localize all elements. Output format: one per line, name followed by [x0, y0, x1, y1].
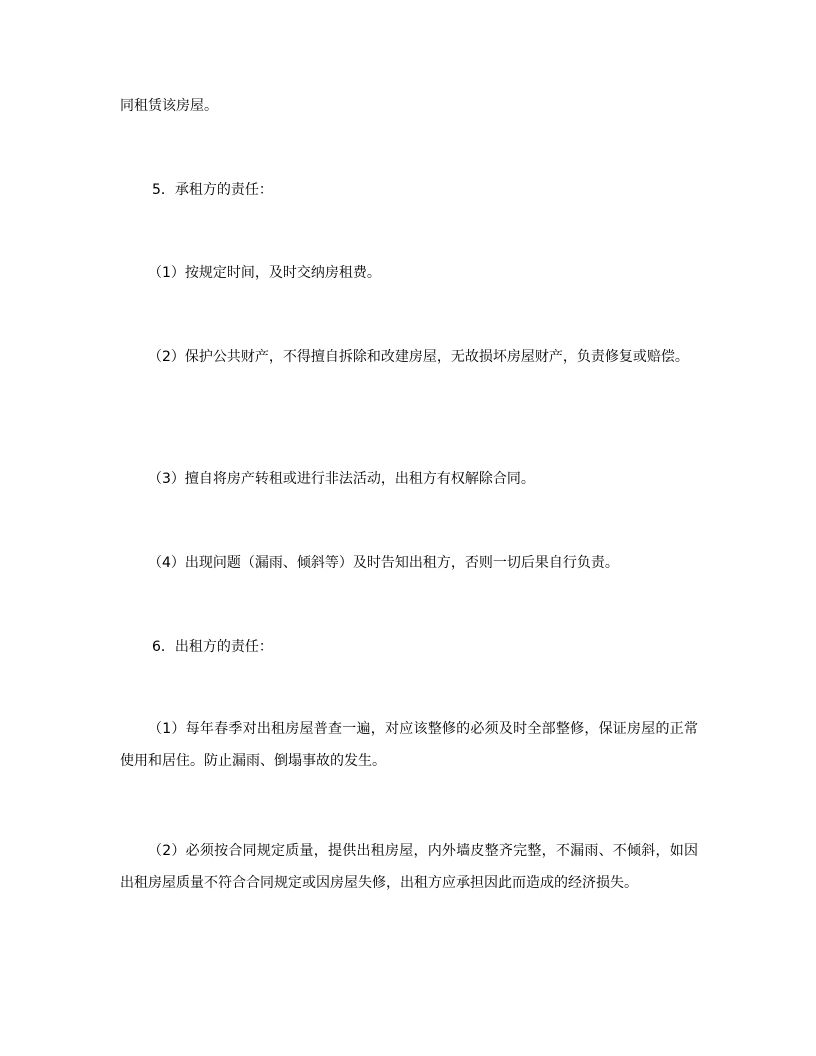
lessor-clause-2: （2）必须按合同规定质量，提供出租房屋，内外墙皮整齐完整，不漏雨、不倾斜，如因出租房屋质量不符合合同规定或因房屋失修，出租方应承担因此而造成的经济损失。 [120, 843, 698, 891]
section-heading-lessor-responsibilities: 6．出租方的责任： [152, 639, 273, 655]
lessee-clause-2: （2）保护公共财产，不得擅自拆除和改建房屋，无故损坏房屋财产，负责修复或赔偿。 [148, 349, 689, 365]
lessee-clause-1: （1）按规定时间，及时交纳房租费。 [148, 265, 381, 281]
paragraph-continuation: 同租赁该房屋。 [120, 98, 218, 114]
lessor-clause-1: （1）每年春季对出租房屋普查一遍，对应该整修的必须及时全部整修，保证房屋的正常使用和居住。防止漏雨、倒塌事故的发生。 [120, 721, 698, 769]
lessee-clause-3: （3）擅自将房产转租或进行非法活动，出租方有权解除合同。 [148, 471, 535, 487]
lessee-clause-4: （4）出现问题（漏雨、倾斜等）及时告知出租方，否则一切后果自行负责。 [148, 555, 619, 571]
section-heading-lessee-responsibilities: 5．承租方的责任： [152, 182, 273, 198]
